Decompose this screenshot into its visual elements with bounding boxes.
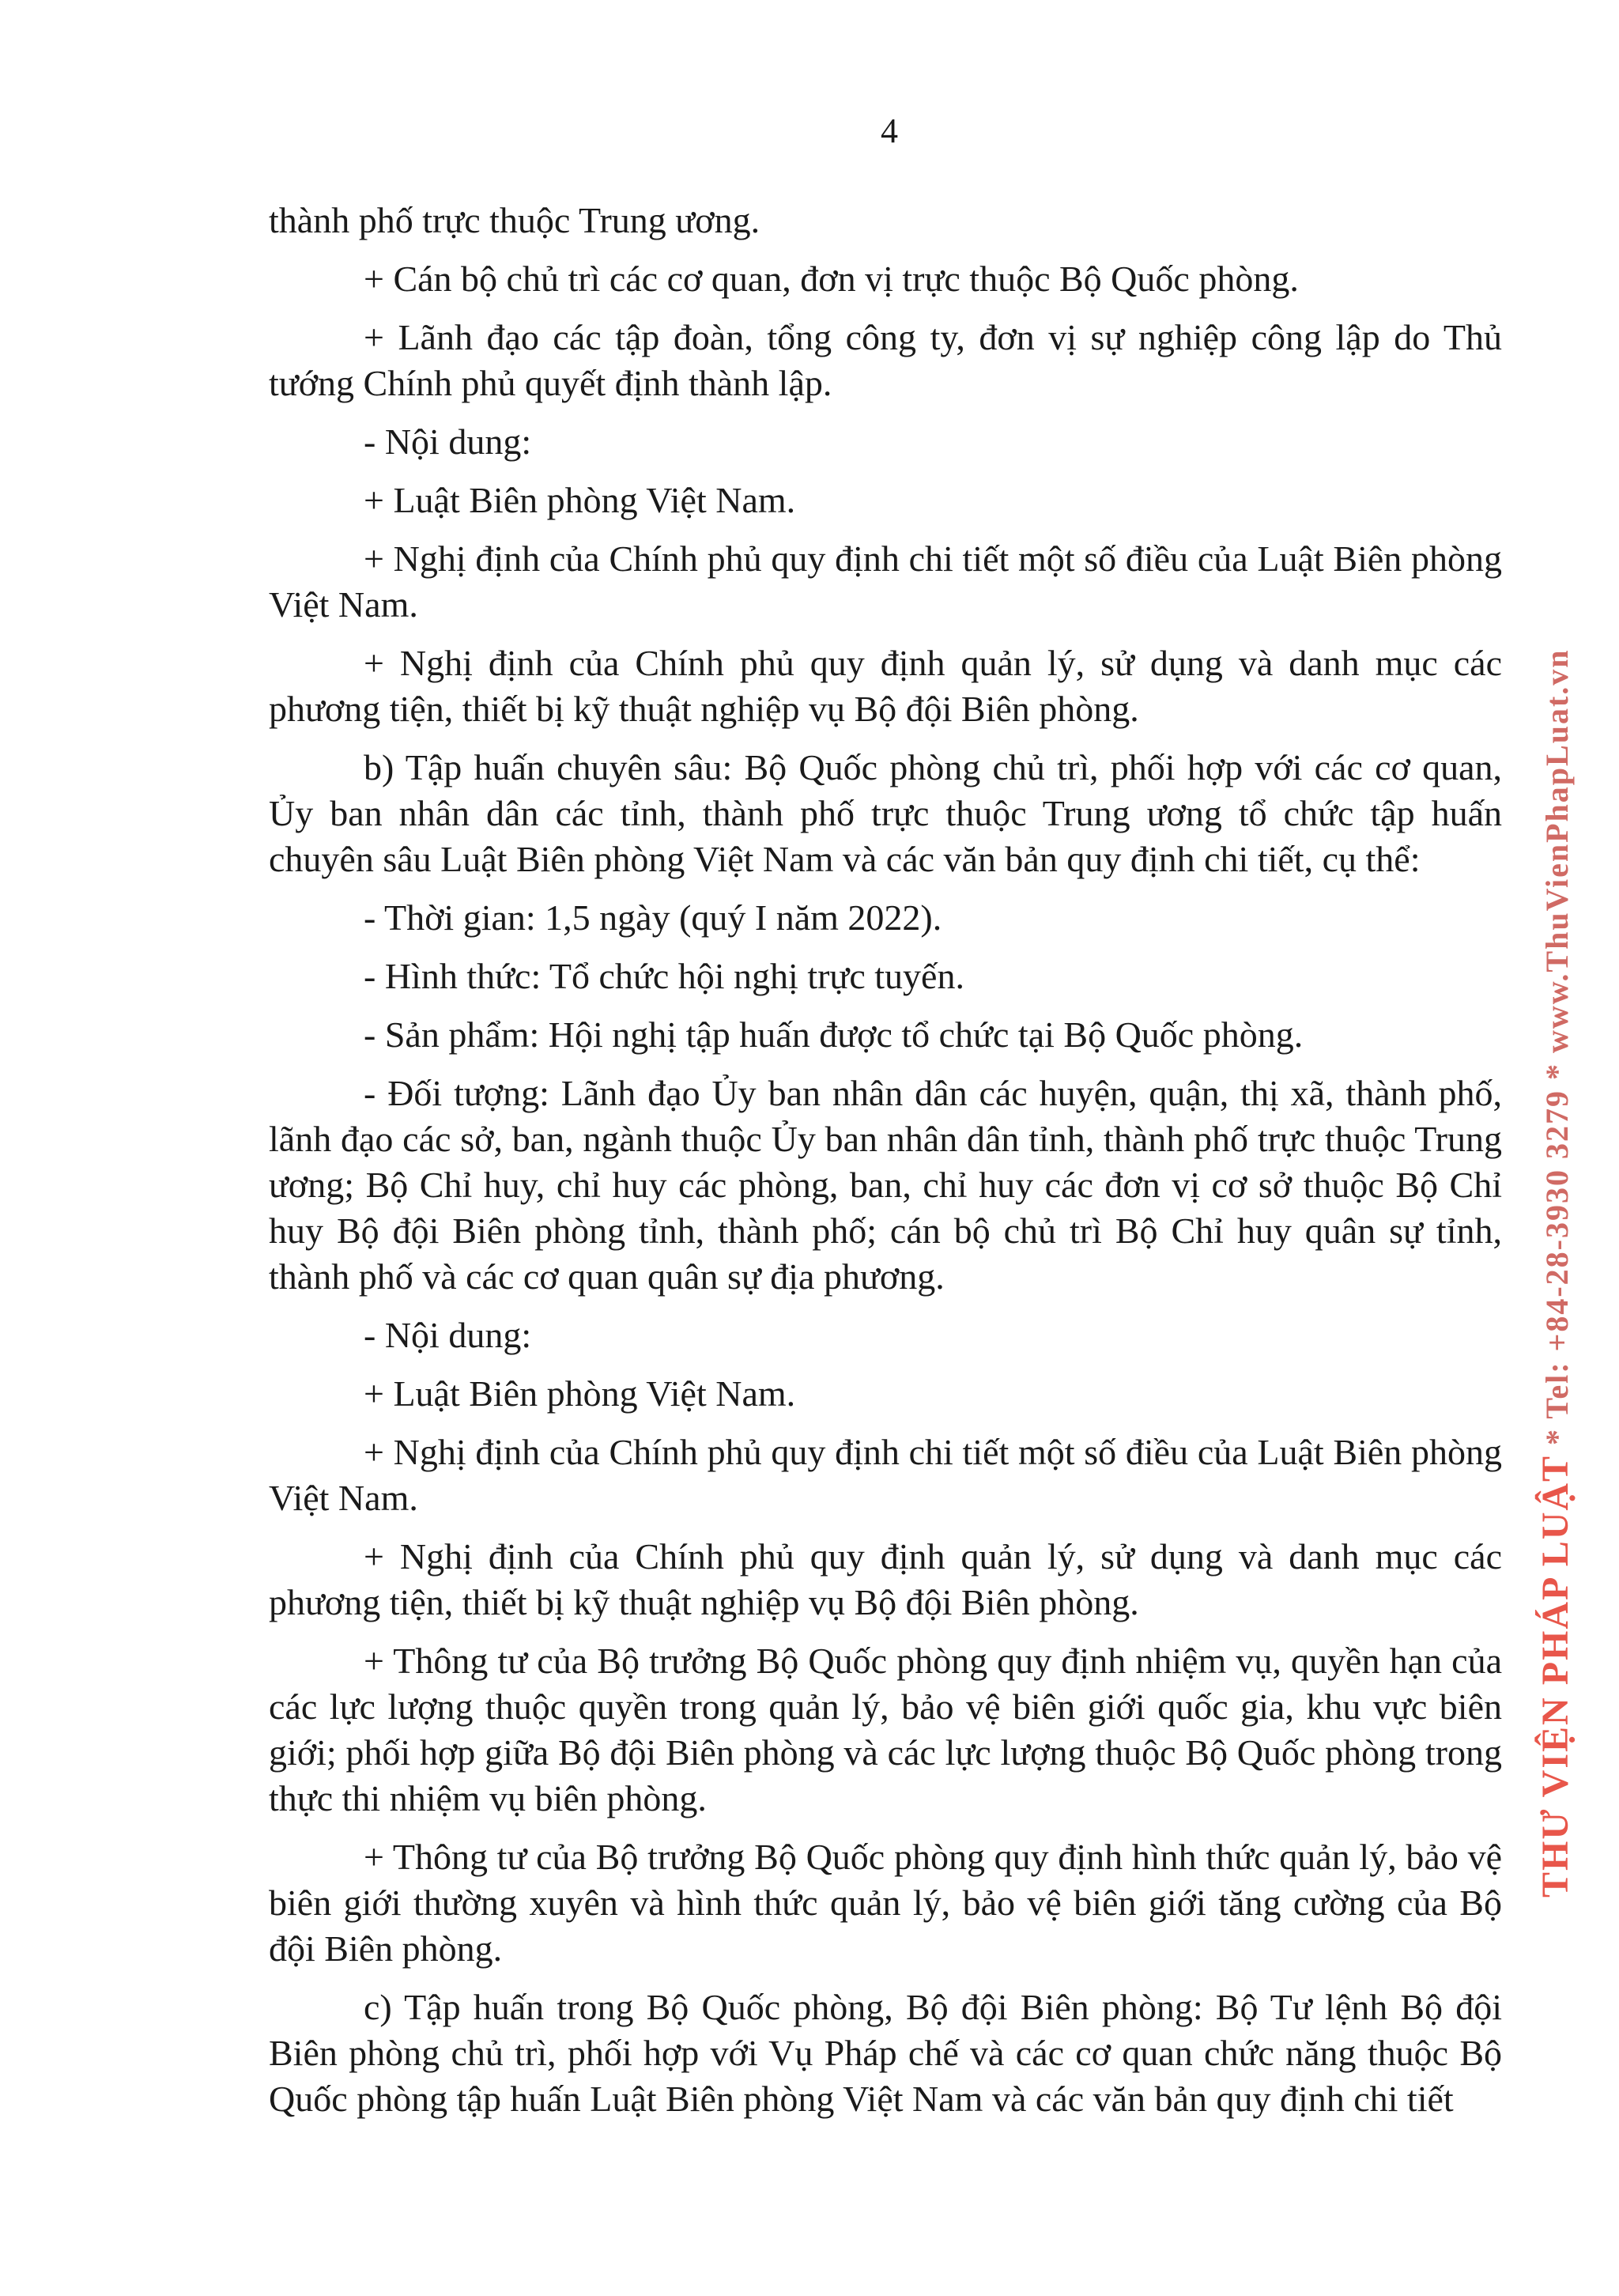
paragraph: + Lãnh đạo các tập đoàn, tổng công ty, đơn vị sự nghiệp công lập do Thủ tướng Chính phủ quyết định thành lập. <box>269 317 1502 403</box>
paragraph: - Thời gian: 1,5 ngày (quý I năm 2022). <box>364 897 942 938</box>
paragraph: + Thông tư của Bộ trưởng Bộ Quốc phòng quy định nhiệm vụ, quyền hạn của các lực lượng thuộc quyền trong quản lý, bảo vệ biên giới quốc gia, khu vực biên giới; phối hợp giữa Bộ đội Biên phòng và các lực lượng thuộc Bộ Quốc phòng trong thực thi nhiệm vụ biên phòng. <box>269 1641 1502 1818</box>
page-number: 4 <box>881 111 898 150</box>
paragraph: + Nghị định của Chính phủ quy định chi tiết một số điều của Luật Biên phòng Việt Nam. <box>269 1432 1502 1518</box>
paragraph: thành phố trực thuộc Trung ương. <box>269 200 760 240</box>
paragraph: - Sản phẩm: Hội nghị tập huấn được tổ chức tại Bộ Quốc phòng. <box>364 1014 1304 1055</box>
paragraph: + Cán bộ chủ trì các cơ quan, đơn vị trực thuộc Bộ Quốc phòng. <box>364 259 1299 299</box>
watermark-brand: THƯ VIỆN PHÁP LUẬT <box>1534 1454 1576 1898</box>
paragraph: c) Tập huấn trong Bộ Quốc phòng, Bộ đội Biên phòng: Bộ Tư lệnh Bộ đội Biên phòng chủ trì, phối hợp với Vụ Pháp chế và các cơ quan chức năng thuộc Bộ Quốc phòng tập huấn Luật Biên phòng Việt Nam và các văn bản quy định chi tiết <box>269 1987 1502 2119</box>
watermark-contact: * Tel: +84-28-3930 3279 * www.ThuVienPhapLuat.vn <box>1539 648 1575 1455</box>
paragraph: + Nghị định của Chính phủ quy định quản lý, sử dụng và danh mục các phương tiện, thiết bị kỹ thuật nghiệp vụ Bộ đội Biên phòng. <box>269 643 1502 729</box>
paragraph: + Thông tư của Bộ trưởng Bộ Quốc phòng quy định hình thức quản lý, bảo vệ biên giới thường xuyên và hình thức quản lý, bảo vệ biên giới tăng cường của Bộ đội Biên phòng. <box>269 1837 1502 1969</box>
document-body <box>269 198 1502 2135</box>
paragraph: + Luật Biên phòng Việt Nam. <box>364 1373 796 1414</box>
paragraph: + Nghị định của Chính phủ quy định chi tiết một số điều của Luật Biên phòng Việt Nam. <box>269 538 1502 625</box>
paragraph: - Đối tượng: Lãnh đạo Ủy ban nhân dân các huyện, quận, thị xã, thành phố, lãnh đạo các sở, ban, ngành thuộc Ủy ban nhân dân tỉnh, thành phố trực thuộc Trung ương; Bộ Chỉ huy, chỉ huy các phòng, ban, chỉ huy các đơn vị cơ sở thuộc Bộ Chỉ huy Bộ đội Biên phòng tỉnh, thành phố; cán bộ chủ trì Bộ Chỉ huy quân sự tỉnh, thành phố và các cơ quan quân sự địa phương. <box>269 1073 1502 1297</box>
paragraph: - Nội dung: <box>364 1315 532 1355</box>
paragraph: + Nghị định của Chính phủ quy định quản lý, sử dụng và danh mục các phương tiện, thiết bị kỹ thuật nghiệp vụ Bộ đội Biên phòng. <box>269 1536 1502 1622</box>
paragraph: b) Tập huấn chuyên sâu: Bộ Quốc phòng chủ trì, phối hợp với các cơ quan, Ủy ban nhân dân các tỉnh, thành phố trực thuộc Trung ương tổ chức tập huấn chuyên sâu Luật Biên phòng Việt Nam và các văn bản quy định chi tiết, cụ thể: <box>269 747 1502 879</box>
paragraph: - Hình thức: Tổ chức hội nghị trực tuyến. <box>364 956 964 996</box>
paragraph: + Luật Biên phòng Việt Nam. <box>364 480 796 520</box>
watermark <box>1534 648 1577 1898</box>
paragraph: - Nội dung: <box>364 421 532 462</box>
